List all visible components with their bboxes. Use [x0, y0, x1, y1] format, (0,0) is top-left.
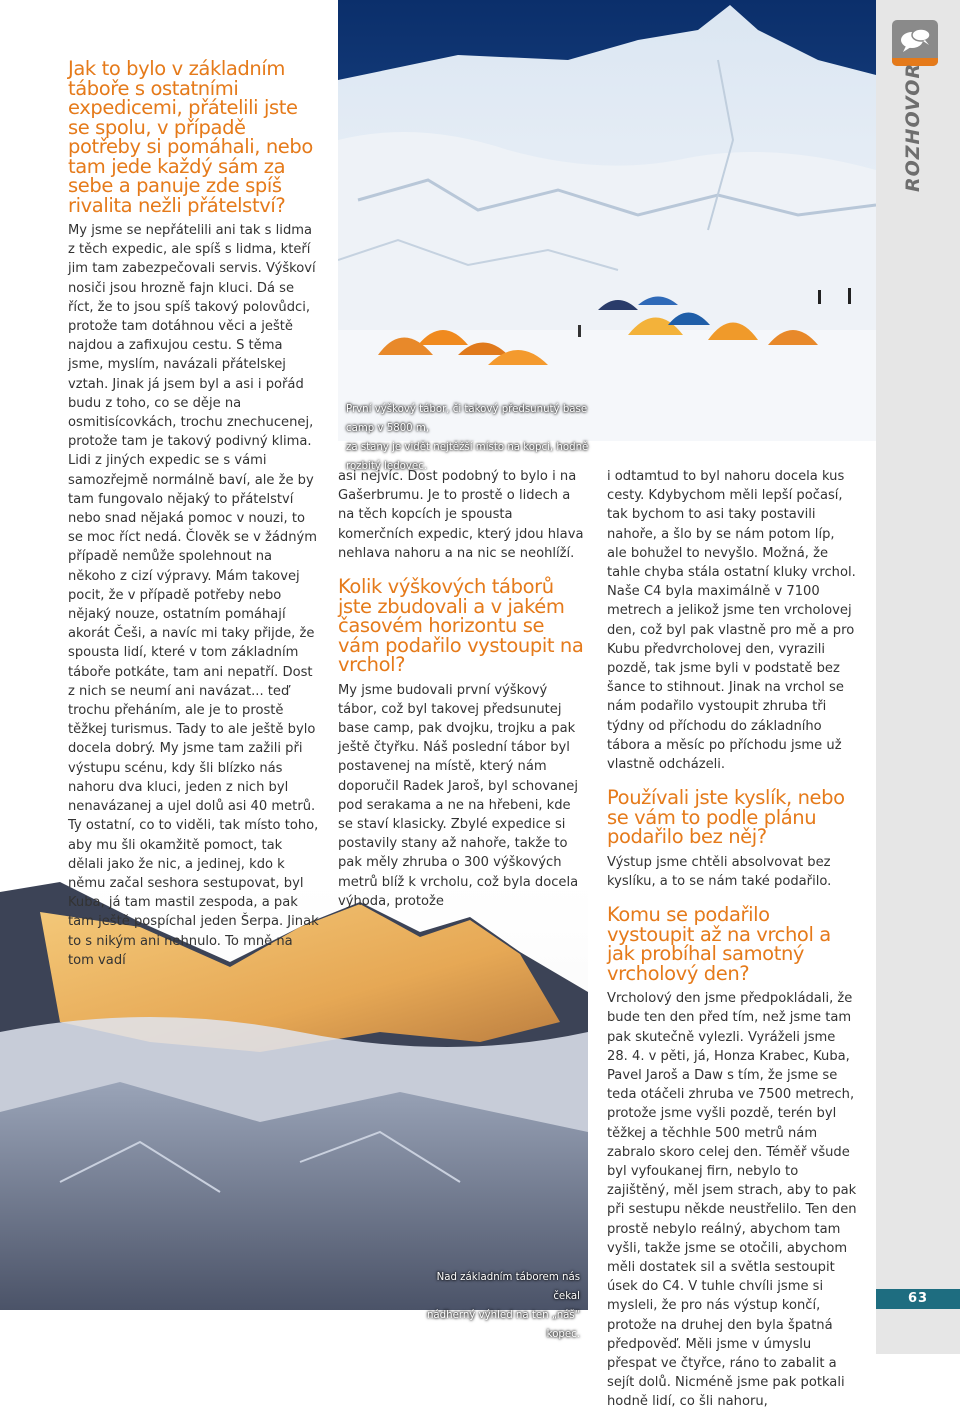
answer-text: Vrcholový den jsme předpokládali, že bude ten den před tím, než jsme tam pak skutečně vylezli. Vyráželi jsme 28. 4. v pěti, já, Honza Krabec, Kuba, Pavel Jaroš a Daw s tím, že jsme se teda otáčeli zhruba ve 7500 metrech, protože jsme vyšli pozdě, terén byl těžkej a těchhle 500 metrů nám zabralo skoro celej den. Téměř všude byl vyfoukanej firn, nebylo to zajištěný, měl jsem strach, aby to pak při sestupu někde neustřelilo. Ten den prostě nebylo reálný, abychom tam vyšli, takže jsme se otočili, abychom měli dostatek sil a světla sestoupit úsek do C4. V tuhle chvíli jsme si mysleli, že pro nás výstup končí, protože na druhej den byla špatná předpověď. Měli jsme v úmyslu přespat ve čtyřce, ráno to zabalit a sejít dolů. Nicméně jsme pak potkali hodně lidí, co šli nahoru, [607, 991, 857, 1410]
question-heading: Jak to bylo v základním táboře s ostatními expedicemi, přátelili jste se spolu, v případě potřeby si pomáhali, nebo tam jede každý sám za sebe a panuje zde spíš rivalita nežli přátelství? [68, 57, 313, 217]
column-3 [607, 467, 857, 1412]
caption-line: nádherný výhled na ten „náš“ kopec. [426, 1310, 580, 1340]
column-2 [338, 467, 588, 911]
section-label: ROZHOVOR [902, 62, 924, 192]
answer-text: My jsme se nepřátelili ani tak s lidma z těch expedic, ale spíš s lidma, kteří jim tam zabezpečovali servis. Výškoví nosiči jsou hrozně fajn kluci. Dá se říct, že to jsou spíš takový polovůdci, protože tam dotáhnou věci a ještě najdou a zafixujou cestu. S těma jsme, myslím, navázali přátelskej vztah. Jinak já jsem byl a asi i pořád budu z toho, co se děje na osmitisícovkách, trochu znechucenej, protože tam je takový podivný klima. Lidi z jiných expedic se s vámi samozřejmě normálně baví, ale že by tam fungovalo nějaký to přátelství nebo snad nějaká pomoc v nouzi, to se moc říct nedá. Člověk se v žádným případě nemůže spolehnout na někoho z cizí výpravy. Mám takovej pocit, že v případě potřeby nebo nějaký nouze, ostatním pomáhají akorát Češi, a navíc mi taky přijde, že spousta lidí, které v tom základním táboře potkáte, tam ani nepatří. Dost z nich se neumí ani navázat... teď trochu přeháním, ale je to prostě těžkej turismus. Tady to ale ještě bylo docela dobrý. My jsme tam zažili při výstupu scénu, kdy šli blízko nás nahoru dva kluci, jeden z nich byl nenavázanej a ujel dolů asi 40 metrů. Ty ostatní, co to viděli, tak místo toho, aby mu šli okamžitě pomoct, tak dělali jako že nic, a jedinej, kdo k němu začal seshora sestupovat, byl Kuba, já tam mastil zespoda, a pak tam ještě pospíchal jeden Šerpa. Jinak to s nikým ani nehnulo. To mně na tom vadí [68, 223, 319, 968]
continuation-text: asi nejvíc. Dost podobný to bylo i na Gašerbrumu. Je to prostě o lidech a na těch kopcích je spousta komerčních expedic, který jdou hlava nehlava nahoru a na nic se neohlíží. [338, 469, 584, 561]
photo-high-camp [338, 0, 876, 441]
photo-mountain-caption [420, 1268, 580, 1344]
question-heading: Kolik výškových táborů jste zbudovali a v jakém časovém horizontu se vám podařilo vystoupit na vrchol? [338, 575, 584, 677]
photo-high-camp-caption [346, 400, 606, 476]
high-camp-illustration [338, 0, 876, 441]
answer-text: Výstup jsme chtěli absolvovat bez kyslíku, a to se nám také podařilo. [607, 854, 832, 889]
caption-line: Nad základním táborem nás čekal [436, 1272, 580, 1302]
question-heading: Komu se podařilo vystoupit až na vrchol a jak probíhal samotný vrcholový den? [607, 903, 831, 985]
page-number: 63 [876, 1289, 960, 1309]
answer-text: My jsme budovali první výškový tábor, což byl takovej předsunutej base camp, pak dvojku, trojku a pak ještě čtyřku. Náš poslední tábor byl postavenej na místě, který nám doporučil Radek Jaroš, byl schovanej pod serakama a ne na hřebeni, kde se staví klasicky. Zbylé expedice si postavily stany až nahoře, takže to pak měly zhruba o 300 výškových metrů blíž k vrcholu, což byla docela výhoda, protože [338, 682, 579, 909]
column-1 [68, 59, 320, 970]
section-strip [876, 0, 960, 1354]
continuation-text: i odtamtud to byl nahoru docela kus cesty. Kdybychom měli lepší počasí, tak bychom to asi taky postavili nahoře, a šlo by se nám potom líp, ale bohužel to nevyšlo. Možná, že tahle chyba stála ostatní kluky vrchol. Naše C4 byla maximálně v 7100 metrech a jelikož jsme ten vrcholovej den, což byl pak vlastně pro mě a pro Kubu předvrcholovej den, vyrazili pozdě, tak jsme byli v podstatě bez šance to stihnout. Jinak na vrchol se nám podařilo vystoupit zhruba tři týdny od příchodu do základního tábora a měsíc po příchodu jsme už vlastně odcházeli. [607, 469, 856, 773]
caption-line: za stany je vidět nejtěžší místo na kopci, hodně rozbitý ledovec. [346, 442, 589, 472]
speech-bubbles-icon [892, 20, 938, 66]
question-heading: Používali jste kyslík, nebo se vám to podle plánu podařilo bez něj? [607, 786, 845, 849]
caption-line: První výškový tábor, či takový předsunutý base camp v 5800 m, [346, 404, 588, 434]
